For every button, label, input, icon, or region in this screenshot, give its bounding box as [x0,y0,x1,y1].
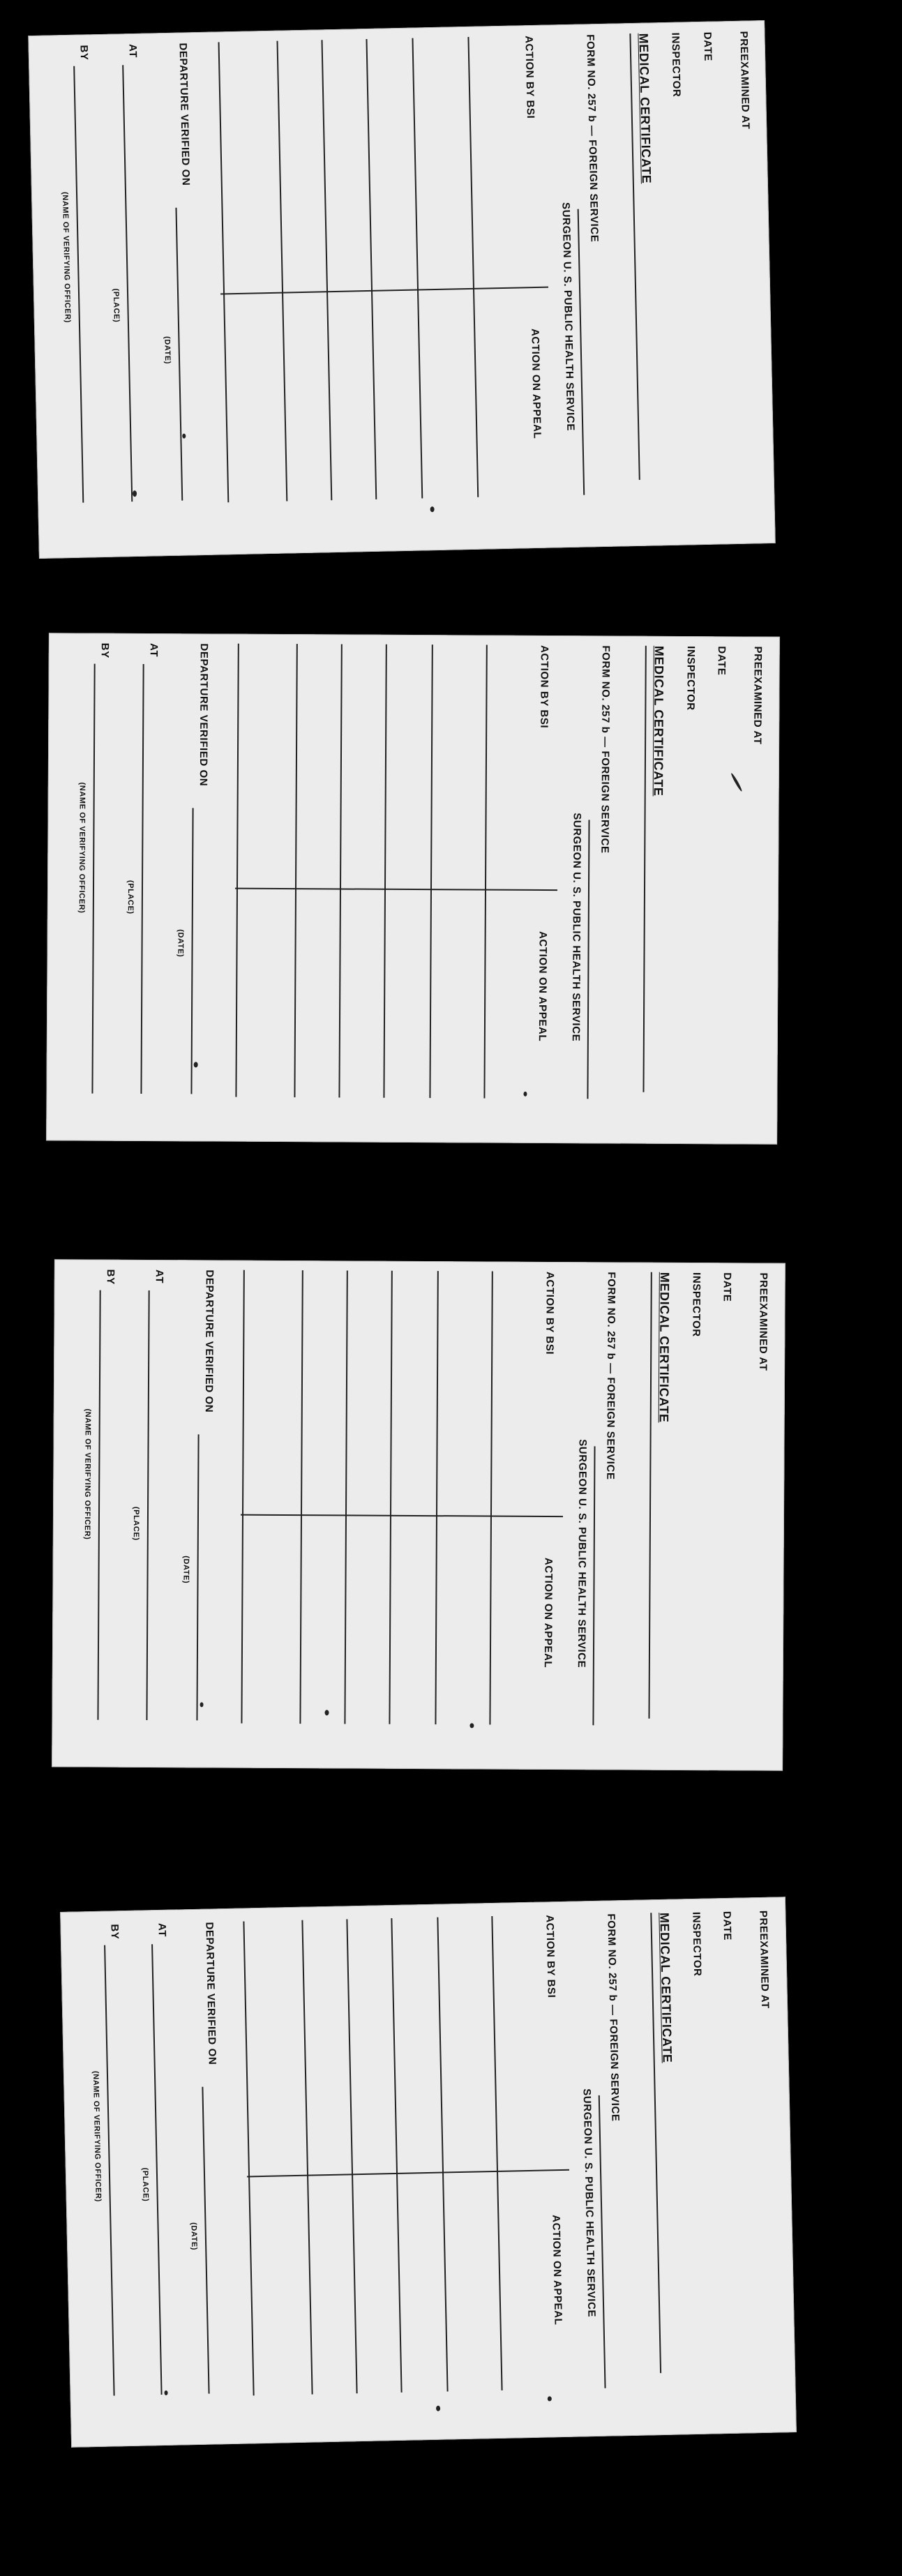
action-line [346,1919,357,2393]
ink-speck [430,506,435,512]
place-line [151,1944,163,2395]
ink-speck [324,1710,329,1715]
place-line [146,1290,149,1720]
certificate-rule [642,646,646,1092]
action-bsi-label: ACTION BY BSI [523,35,536,119]
officer-caption: (NAME OF VERIFYING OFFICER) [82,1408,92,1540]
preexamined-at-label: PREEXAMINED AT [757,1272,769,1371]
ink-speck [182,434,186,439]
action-line [218,42,230,502]
departure-line [190,808,193,1094]
surgeon-signature-line [599,2095,606,2388]
action-line [301,1920,313,2395]
certificate-form [59,642,767,1134]
surgeon-label: SURGEON U. S. PUBLIC HEALTH SERVICE [559,202,577,432]
action-line [435,1271,438,1724]
by-label: BY [98,642,111,658]
inspector-label: INSPECTOR [690,1911,704,1977]
action-bsi-label: ACTION BY BSI [538,645,550,729]
place-line [122,65,133,502]
ink-speck [436,2406,440,2411]
ink-speck [469,1723,474,1728]
surgeon-signature-line [578,209,585,495]
preexamined-at-label: PREEXAMINED AT [757,1910,772,2009]
departure-line [196,1434,199,1720]
action-bsi-label: ACTION BY BSI [543,1271,556,1355]
certificate-rule [648,1272,652,1719]
action-line [276,41,287,502]
place-line [140,664,144,1094]
date-caption: (DATE) [189,2222,199,2251]
date-caption: (DATE) [176,929,185,958]
form-number: FORM NO. 257 b — FOREIGN SERVICE [599,645,612,854]
action-divider [247,2169,569,2178]
at-label: AT [156,1922,168,1938]
ink-speck [548,2396,552,2401]
action-appeal-label: ACTION ON APPEAL [541,1557,555,1669]
departure-line [202,2087,209,2394]
form-number: FORM NO. 257 b — FOREIGN SERVICE [604,1272,617,1480]
action-bsi-label: ACTION BY BSI [543,1915,557,1998]
certificate-card [52,1259,786,1770]
action-line [429,645,433,1098]
action-line [294,644,297,1097]
preexamined-at-label: PREEXAMINED AT [737,31,752,130]
surgeon-signature-line [592,1446,595,1725]
certificate-card [28,20,775,559]
action-line [299,1270,303,1724]
action-line [321,40,332,500]
date-caption: (DATE) [163,336,172,365]
inspector-label: INSPECTOR [684,646,697,711]
certificate-title: MEDICAL CERTIFICATE [657,1912,675,2063]
surgeon-signature-line [587,820,589,1099]
inspector-label: INSPECTOR [669,32,683,98]
date-label: DATE [721,1911,734,1941]
surgeon-label: SURGEON U. S. PUBLIC HEALTH SERVICE [569,813,583,1042]
officer-line [73,66,84,503]
action-divider [235,888,557,891]
preexamined-at-label: PREEXAMINED AT [751,646,764,745]
action-line [489,1272,493,1725]
place-caption: (PLACE) [140,2167,150,2202]
certificate-card [46,633,780,1144]
date-label: DATE [721,1272,733,1302]
place-caption: (PLACE) [126,880,135,914]
action-line [366,39,377,499]
action-line [467,37,479,497]
departure-label: DEPARTURE VERIFIED ON [202,1270,216,1413]
place-caption: (PLACE) [111,288,121,323]
action-line [338,644,342,1097]
certificate-form [74,1911,782,2434]
departure-line [175,208,183,501]
certificate-form [41,31,763,548]
at-label: AT [126,43,139,59]
officer-caption: (NAME OF VERIFYING OFFICER) [91,2070,103,2202]
action-line [483,645,487,1099]
action-line [389,1271,392,1724]
place-caption: (PLACE) [131,1506,141,1541]
ink-speck [133,490,137,497]
action-line [491,1916,502,2390]
inspector-label: INSPECTOR [690,1272,702,1337]
ink-speck [194,1062,198,1067]
ink-speck [200,1702,204,1707]
officer-caption: (NAME OF VERIFYING OFFICER) [77,782,87,914]
action-appeal-label: ACTION ON APPEAL [550,2215,564,2326]
officer-line [104,1945,115,2396]
certificate-card [60,1897,797,2448]
action-line [391,1918,402,2393]
officer-line [97,1290,100,1720]
form-number: FORM NO. 257 b — FOREIGN SERVICE [605,1913,622,2122]
action-appeal-label: ACTION ON APPEAL [529,328,543,439]
surgeon-label: SURGEON U. S. PUBLIC HEALTH SERVICE [575,1439,589,1669]
officer-line [91,664,95,1094]
ink-speck [164,2390,167,2395]
officer-caption: (NAME OF VERIFYING OFFICER) [60,191,72,324]
at-label: AT [153,1270,165,1284]
action-divider [220,287,548,295]
departure-label: DEPARTURE VERIFIED ON [203,1922,218,2065]
departure-label: DEPARTURE VERIFIED ON [176,43,192,186]
action-line [243,1921,254,2395]
action-line [241,1270,244,1724]
certificate-form [65,1269,772,1761]
action-line [412,38,423,499]
ink-speck [730,772,743,792]
certificate-title: MEDICAL CERTIFICATE [636,33,654,184]
at-label: AT [147,643,160,658]
date-caption: (DATE) [181,1556,190,1584]
action-line [235,644,239,1097]
surgeon-label: SURGEON U. S. PUBLIC HEALTH SERVICE [580,2088,598,2318]
action-line [383,645,386,1098]
action-line [437,1918,448,2392]
by-label: BY [108,1924,121,1940]
certificate-title: MEDICAL CERTIFICATE [651,645,666,797]
form-number: FORM NO. 257 b — FOREIGN SERVICE [584,34,601,243]
by-label: BY [77,45,91,61]
action-divider [241,1514,563,1517]
date-label: DATE [715,646,728,676]
action-line [344,1270,347,1724]
date-label: DATE [701,31,714,62]
action-appeal-label: ACTION ON APPEAL [536,931,549,1042]
ink-speck [523,1092,527,1097]
by-label: BY [104,1269,116,1285]
departure-label: DEPARTURE VERIFIED ON [197,643,210,787]
certificate-title: MEDICAL CERTIFICATE [656,1272,672,1423]
